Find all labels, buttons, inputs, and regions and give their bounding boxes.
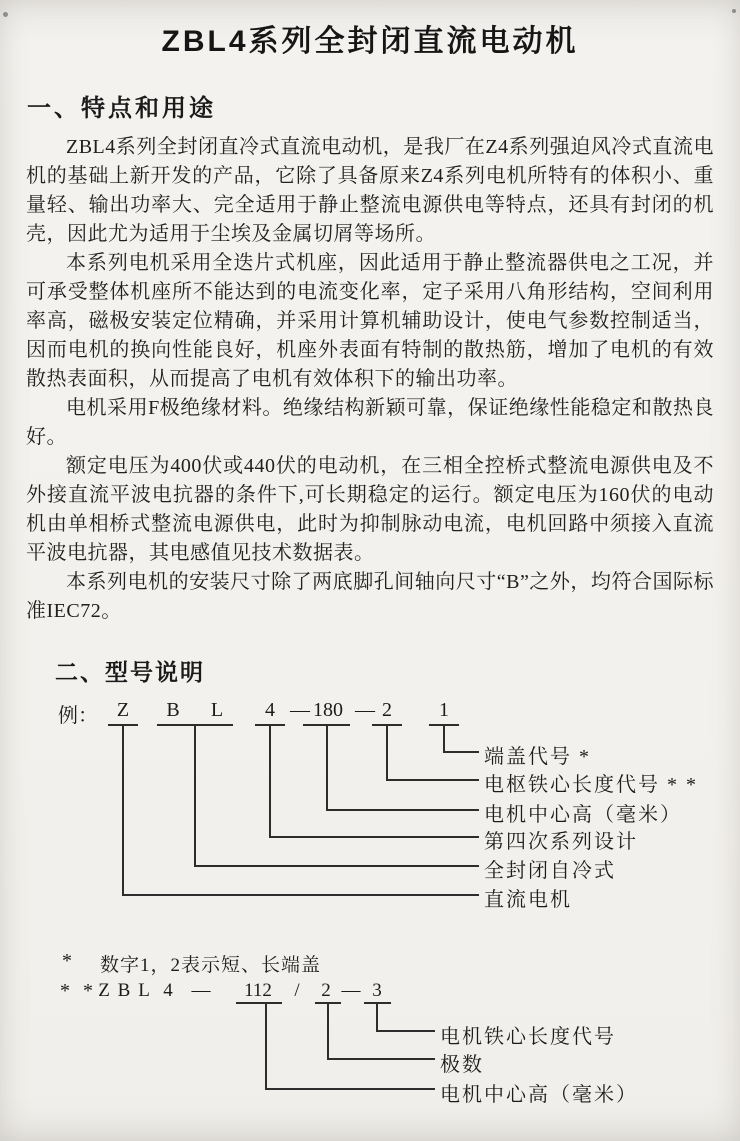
model1-token-2: 2 [382, 699, 392, 721]
leader-line-4 [269, 726, 271, 838]
connector-z [122, 894, 479, 896]
model1-token-1: 1 [439, 699, 449, 721]
leader-line-1 [443, 726, 445, 753]
leader-line-2 [386, 726, 388, 781]
model1-token-z: Z [116, 699, 130, 721]
connector-2b [327, 1058, 435, 1060]
model1-label-center-height: 电机中心高（毫米） [484, 804, 682, 826]
leader-line-3 [376, 1004, 378, 1032]
model2-label-center-height: 电机中心高（毫米） [440, 1084, 638, 1106]
model1-token-180: 180 [313, 699, 343, 721]
leader-line-bl [194, 726, 196, 867]
underline-112 [236, 1002, 282, 1004]
connector-bl [194, 865, 479, 867]
model1-label-endcover: 端盖代号 * [484, 746, 591, 768]
model1-dash: — [290, 699, 310, 721]
leader-line-2b [327, 1004, 329, 1060]
model2-dash: — [191, 980, 211, 1001]
connector-3 [376, 1030, 435, 1032]
connector-112 [265, 1088, 435, 1090]
model1-label-armature-core: 电枢铁心长度代号 * * [484, 774, 698, 796]
leader-line-z [122, 726, 124, 896]
connector-4 [269, 836, 479, 838]
example-prefix: 例： [58, 705, 98, 727]
model2-token-2: 2 [321, 980, 331, 1001]
model2-token-l: L [138, 980, 150, 1001]
model2-token-z: Z [98, 980, 110, 1001]
model2-slash: / [294, 980, 300, 1001]
connector-1 [443, 751, 479, 753]
paragraph-1: ZBL4系列全封闭直冷式直流电动机，是我厂在Z4系列强迫风冷式直流电机的基础上新开发的产品，它除了具备原来Z4系列电机所特有的体积小、重量轻、输出功率大、完全适用于静止整流电源供电等特点，还具有封闭的机壳，因此尤为适用于尘埃及金属切屑等场所。 [26, 136, 714, 245]
footnote1-marker: * [62, 950, 76, 972]
page-title: ZBL4系列全封闭直流电动机 [161, 25, 579, 58]
model2-token-4: 4 [163, 980, 173, 1001]
section2-heading: 二、型号说明 [55, 659, 205, 685]
section1-body [26, 133, 714, 626]
paragraph-2: 本系列电机采用全迭片式机座，因此适用于静止整流器供电之工况，并可承受整体机座所不能达到的电流变化率，定子采用八角形结构，空间利用率高，磁极安装定位精确，并采用计算机辅助设计，使电气参数控制适当，因而电机的换向性能良好，机座外表面有特制的散热筋，增加了电机的有效散热表面积，从而提高了电机有效体积下的输出功率。 [26, 252, 714, 390]
model1-label-dc-motor: 直流电机 [484, 889, 572, 911]
scan-speck [732, 9, 736, 13]
section1-heading: 一、特点和用途 [27, 95, 216, 122]
model2-token-112: 112 [244, 980, 272, 1001]
model1-label-enclosed: 全封闭自冷式 [484, 860, 616, 882]
paragraph-4: 额定电压为400伏或440伏的电动机，在三相全控桥式整流电源供电及不外接直流平波电抗器的条件下,可长期稳定的运行。额定电压为160伏的电动机由单相桥式整流电源供电，此时为抑制脉动电流，电机回路中须接入直流平波电抗器，其电感值见技术数据表。 [26, 455, 714, 564]
model1-token-b: B [166, 699, 180, 721]
model1-dash: — [355, 699, 375, 721]
model2-token-3: 3 [372, 980, 382, 1001]
paragraph-5: 本系列电机的安装尺寸除了两底脚孔间轴向尺寸“B”之外，均符合国际标准IEC72。 [26, 571, 714, 622]
leader-line-180 [326, 726, 328, 811]
paragraph-3: 电机采用F极绝缘材料。绝缘结构新颖可靠，保证绝缘性能稳定和散热良好。 [26, 397, 714, 448]
leader-line-112 [265, 1004, 267, 1090]
model1-token-l: L [210, 699, 224, 721]
model2-label-core-length: 电机铁心长度代号 [440, 1026, 616, 1048]
model1-token-4: 4 [265, 699, 275, 721]
connector-180 [326, 809, 479, 811]
model2-token-b: B [117, 980, 131, 1001]
model2-dash: — [341, 980, 361, 1001]
model1-label-series-design: 第四次系列设计 [484, 831, 638, 853]
model2-label-poles: 极数 [440, 1054, 484, 1076]
connector-2 [386, 779, 479, 781]
footnote2-marker: * * [60, 980, 97, 1002]
footnote1-text: 数字1，2表示短、长端盖 [100, 955, 322, 976]
